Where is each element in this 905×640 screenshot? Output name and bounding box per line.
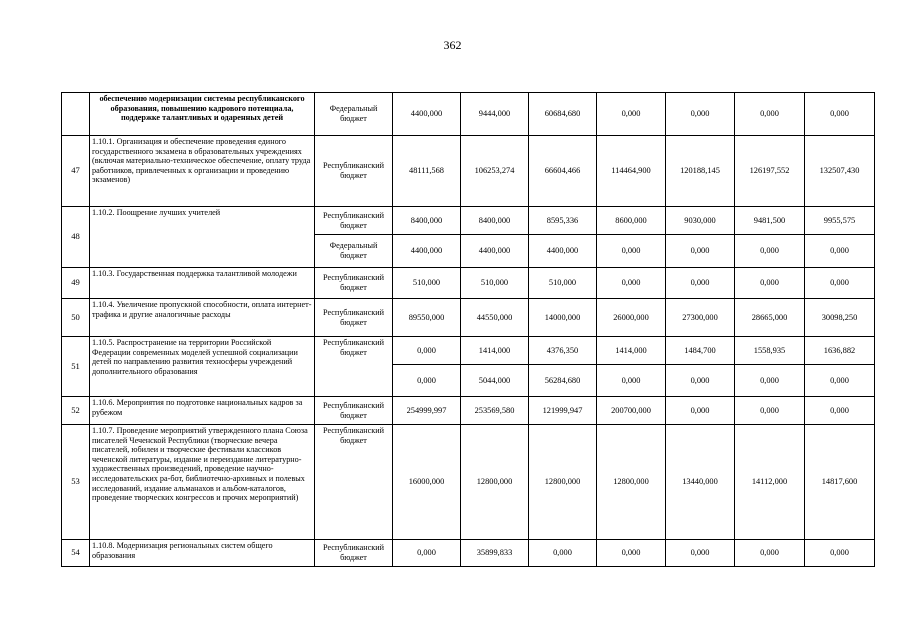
value-cell: 12800,000 — [597, 425, 666, 540]
value-cell: 0,000 — [805, 268, 875, 299]
value-cell: 27300,000 — [666, 299, 735, 337]
value-cell: 106253,274 — [461, 136, 529, 207]
value-cell: 0,000 — [805, 235, 875, 268]
funding-source: Республиканский бюджет — [315, 136, 393, 207]
value-cell: 56284,680 — [529, 365, 597, 397]
value-cell: 0,000 — [597, 93, 666, 136]
value-cell: 4400,000 — [461, 235, 529, 268]
row-number: 54 — [62, 540, 90, 567]
value-cell: 253569,580 — [461, 397, 529, 425]
funding-source: Федеральный бюджет — [315, 93, 393, 136]
value-cell: 510,000 — [461, 268, 529, 299]
value-cell: 14817,600 — [805, 425, 875, 540]
table-row — [62, 299, 875, 337]
value-cell: 14112,000 — [735, 425, 805, 540]
value-cell: 1484,700 — [666, 337, 735, 365]
value-cell: 0,000 — [529, 540, 597, 567]
value-cell: 5044,000 — [461, 365, 529, 397]
row-description: 1.10.7. Проведение мероприятий утвержденного плана Союза писателей Чеченской Республики (творческие вечера писателей, юбилеи и творческие фестивали классиков чеченской литературы, издание и переиздание литературно-художественных произведений, проведение научно-исследовательских ра-бот, библиотечно-архивных и полевых исследований, издание альманахов и альбом-каталогов, проведение творческих конгрессов и прочих мероприятий) — [90, 425, 315, 540]
value-cell: 9481,500 — [735, 207, 805, 235]
value-cell: 0,000 — [805, 365, 875, 397]
value-cell: 0,000 — [735, 268, 805, 299]
value-cell: 1636,882 — [805, 337, 875, 365]
value-cell: 0,000 — [666, 397, 735, 425]
row-number: 49 — [62, 268, 90, 299]
table-row — [62, 425, 875, 540]
value-cell: 8595,336 — [529, 207, 597, 235]
value-cell: 4400,000 — [393, 235, 461, 268]
value-cell: 0,000 — [735, 235, 805, 268]
value-cell: 4376,350 — [529, 337, 597, 365]
table-row — [62, 397, 875, 425]
row-number: 51 — [62, 337, 90, 397]
row-description: 1.10.6. Мероприятия по подготовке национальных кадров за рубежом — [90, 397, 315, 425]
value-cell: 1558,935 — [735, 337, 805, 365]
table-row — [62, 268, 875, 299]
value-cell: 1414,000 — [461, 337, 529, 365]
value-cell: 0,000 — [393, 365, 461, 397]
value-cell: 0,000 — [393, 337, 461, 365]
row-description: обеспечению модернизации системы республиканского образования, повышению кадрового потенциала, поддержке талантливых и одаренных детей — [90, 93, 315, 136]
value-cell: 26000,000 — [597, 299, 666, 337]
value-cell: 200700,000 — [597, 397, 666, 425]
value-cell: 14000,000 — [529, 299, 597, 337]
value-cell: 48111,568 — [393, 136, 461, 207]
value-cell: 0,000 — [666, 365, 735, 397]
value-cell: 8400,000 — [461, 207, 529, 235]
value-cell: 8400,000 — [393, 207, 461, 235]
value-cell: 30098,250 — [805, 299, 875, 337]
table-row — [62, 540, 875, 567]
value-cell: 12800,000 — [529, 425, 597, 540]
row-description: 1.10.5. Распространение на территории Российской Федерации современных моделей успешной социализации детей по направлению развития техносферы учреждений дополнительного образования — [90, 337, 315, 397]
row-description: 1.10.8. Модернизация региональных систем общего образования — [90, 540, 315, 567]
value-cell: 66604,466 — [529, 136, 597, 207]
funding-source: Республиканский бюджет — [315, 268, 393, 299]
value-cell: 89550,000 — [393, 299, 461, 337]
value-cell: 0,000 — [666, 93, 735, 136]
value-cell: 510,000 — [393, 268, 461, 299]
value-cell: 0,000 — [805, 93, 875, 136]
value-cell: 13440,000 — [666, 425, 735, 540]
row-number: 53 — [62, 425, 90, 540]
value-cell: 254999,997 — [393, 397, 461, 425]
value-cell: 9444,000 — [461, 93, 529, 136]
value-cell: 114464,900 — [597, 136, 666, 207]
row-description: 1.10.4. Увеличение пропускной способности, оплата интернет-трафика и другие аналогичные расходы — [90, 299, 315, 337]
funding-source: Республиканский бюджет — [315, 540, 393, 567]
value-cell: 1414,000 — [597, 337, 666, 365]
funding-source: Федеральный бюджет — [315, 235, 393, 268]
page-number: 362 — [443, 38, 462, 52]
value-cell: 0,000 — [735, 93, 805, 136]
value-cell: 132507,430 — [805, 136, 875, 207]
funding-source: Республиканский бюджет — [315, 207, 393, 235]
value-cell: 0,000 — [597, 268, 666, 299]
value-cell: 12800,000 — [461, 425, 529, 540]
value-cell: 9030,000 — [666, 207, 735, 235]
value-cell: 35899,833 — [461, 540, 529, 567]
value-cell: 8600,000 — [597, 207, 666, 235]
table-row — [62, 136, 875, 207]
table-row — [62, 93, 875, 136]
funding-source: Республиканский бюджет — [315, 397, 393, 425]
funding-source: Республиканский бюджет — [315, 299, 393, 337]
value-cell: 0,000 — [735, 397, 805, 425]
funding-source: Республиканский бюджет — [315, 337, 393, 397]
value-cell: 126197,552 — [735, 136, 805, 207]
budget-table — [61, 92, 875, 567]
value-cell: 9955,575 — [805, 207, 875, 235]
value-cell: 0,000 — [597, 540, 666, 567]
row-description: 1.10.3. Государственная поддержка талантливой молодежи — [90, 268, 315, 299]
value-cell: 0,000 — [735, 540, 805, 567]
value-cell: 0,000 — [666, 235, 735, 268]
value-cell: 4400,000 — [529, 235, 597, 268]
value-cell: 0,000 — [597, 235, 666, 268]
value-cell: 510,000 — [529, 268, 597, 299]
value-cell: 0,000 — [805, 397, 875, 425]
value-cell: 0,000 — [393, 540, 461, 567]
value-cell: 0,000 — [666, 268, 735, 299]
value-cell: 120188,145 — [666, 136, 735, 207]
row-number: 52 — [62, 397, 90, 425]
value-cell: 4400,000 — [393, 93, 461, 136]
value-cell: 28665,000 — [735, 299, 805, 337]
value-cell: 0,000 — [666, 540, 735, 567]
value-cell: 44550,000 — [461, 299, 529, 337]
value-cell: 60684,680 — [529, 93, 597, 136]
value-cell: 0,000 — [735, 365, 805, 397]
row-number: 47 — [62, 136, 90, 207]
table-row — [62, 337, 875, 365]
table-row — [62, 207, 875, 235]
value-cell: 0,000 — [597, 365, 666, 397]
row-number: 48 — [62, 207, 90, 268]
row-number — [62, 93, 90, 136]
row-description: 1.10.2. Поощрение лучших учителей — [90, 207, 315, 268]
row-number: 50 — [62, 299, 90, 337]
row-description: 1.10.1. Организация и обеспечение проведения единого государственного экзамена в образовательных учреждениях (включая материально-техническое обеспечение, оплату труда работников, привлеченных к организации и проведению экзаменов) — [90, 136, 315, 207]
funding-source: Республиканский бюджет — [315, 425, 393, 540]
value-cell: 16000,000 — [393, 425, 461, 540]
value-cell: 0,000 — [805, 540, 875, 567]
value-cell: 121999,947 — [529, 397, 597, 425]
